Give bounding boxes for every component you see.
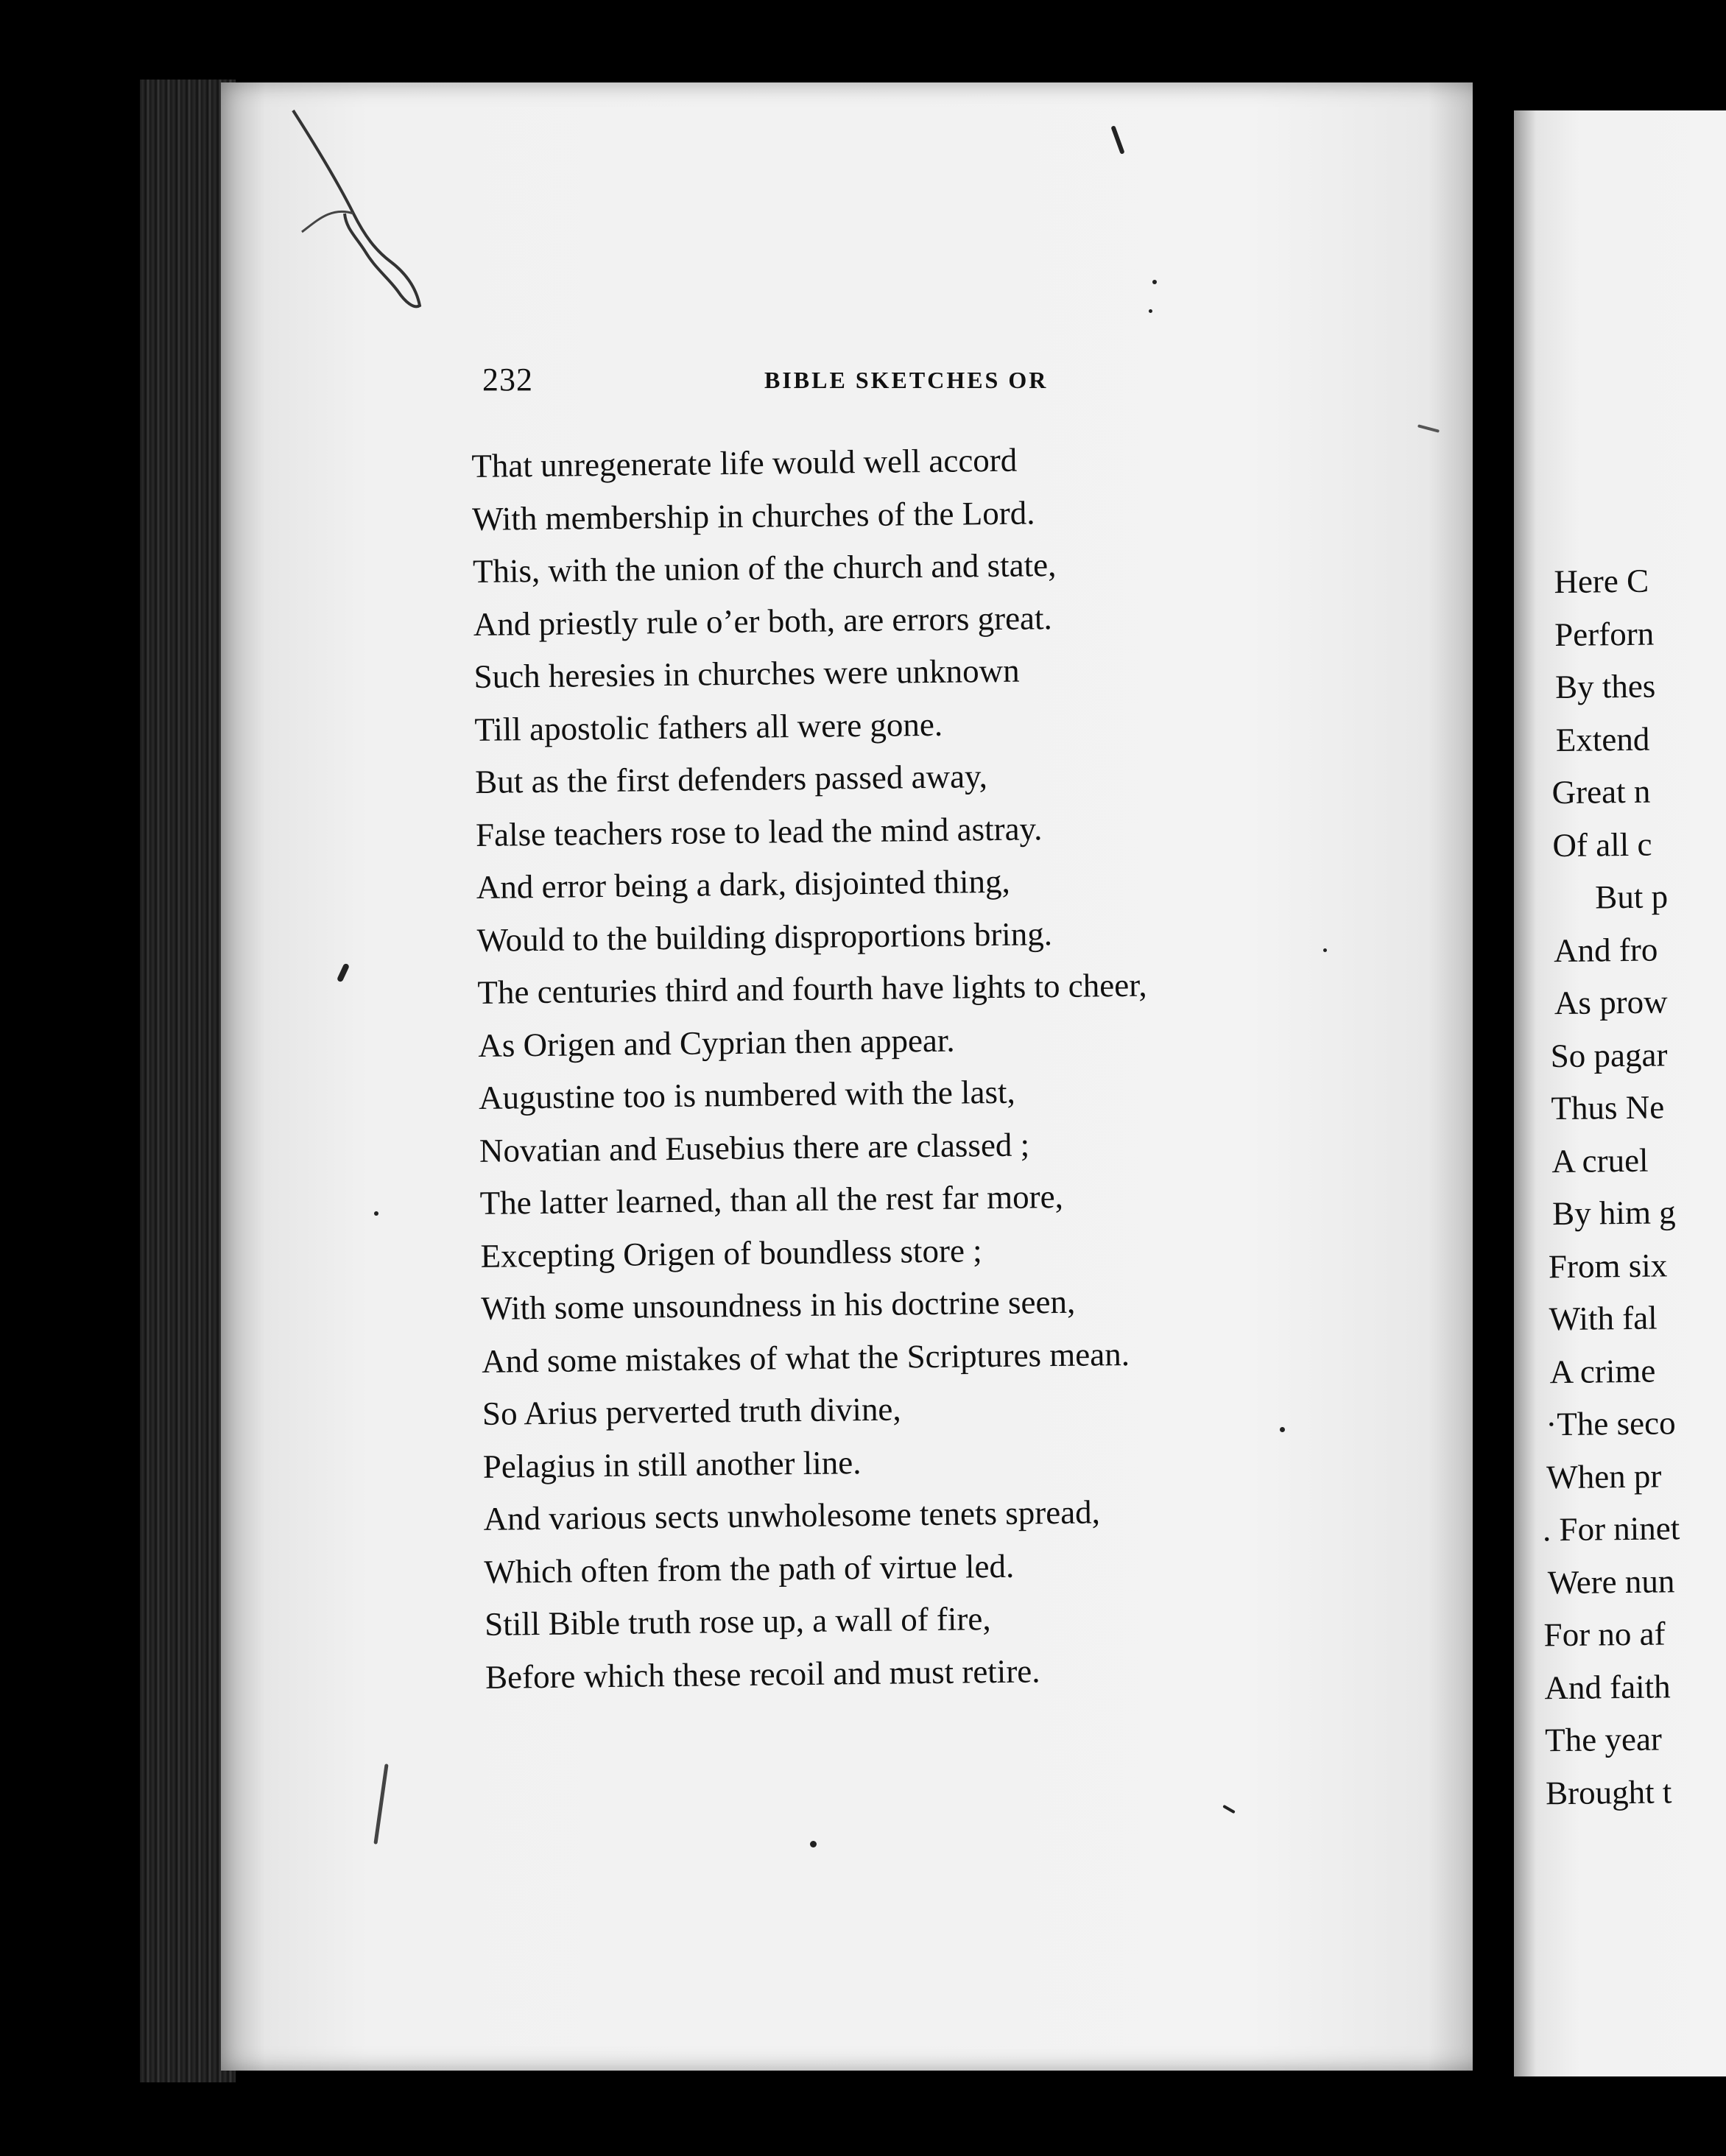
poem-line: With membership in churches of the Lord. bbox=[471, 493, 1035, 538]
right-page-line: Extend bbox=[1555, 720, 1650, 758]
right-page-line: ·The seco bbox=[1546, 1404, 1676, 1443]
poem-line: Till apostolic fathers all were gone. bbox=[474, 705, 943, 748]
right-page-line: From six bbox=[1548, 1246, 1668, 1285]
book-gutter bbox=[1473, 82, 1514, 2085]
poem-line: Which often from the path of virtue led. bbox=[484, 1547, 1015, 1590]
right-page-line: Perforn bbox=[1554, 615, 1655, 653]
right-page-line: When pr bbox=[1546, 1456, 1662, 1496]
right-page-line: As prow bbox=[1554, 983, 1668, 1022]
page-number: 232 bbox=[482, 362, 533, 398]
poem-line: Before which these recoil and must retire. bbox=[485, 1652, 1040, 1696]
poem-line: So Arius perverted truth divine, bbox=[482, 1390, 901, 1432]
poem-line: And some mistakes of what the Scriptures mean. bbox=[481, 1335, 1130, 1380]
scan-speck bbox=[374, 1211, 378, 1216]
poem-line: Pelagius in still another line. bbox=[482, 1443, 862, 1485]
poem-line: But as the first defenders passed away, bbox=[474, 758, 988, 800]
poem-line: As Origen and Cyprian then appear. bbox=[478, 1021, 955, 1064]
running-head bbox=[258, 361, 1230, 405]
right-page-line: A crime bbox=[1549, 1352, 1656, 1390]
right-page-partial bbox=[1514, 110, 1726, 2076]
poem-line: And various sects unwholesome tenets spread, bbox=[483, 1493, 1101, 1537]
poem-line: Augustine too is numbered with the last, bbox=[478, 1073, 1016, 1116]
scan-speck bbox=[1152, 280, 1157, 284]
right-page-line: Great n bbox=[1551, 772, 1651, 811]
right-page-line: A cruel bbox=[1551, 1141, 1649, 1180]
poem-line: And error being a dark, disjointed thing, bbox=[476, 862, 1010, 906]
right-page-line: For no af bbox=[1543, 1615, 1666, 1654]
right-page-text bbox=[1542, 554, 1683, 1819]
right-page-line: Brought t bbox=[1545, 1772, 1672, 1811]
right-page-line: And fro bbox=[1553, 931, 1658, 969]
right-page-line: Were nun bbox=[1547, 1562, 1675, 1601]
right-page-line: With fal bbox=[1549, 1299, 1658, 1338]
scan-speck bbox=[1323, 948, 1327, 952]
poem-line: Would to the building disproportions bring. bbox=[476, 915, 1053, 959]
right-page-line: But p bbox=[1594, 878, 1669, 916]
right-page-line: The year bbox=[1544, 1720, 1663, 1759]
poem-line: Such heresies in churches were unknown bbox=[473, 652, 1020, 695]
right-page-line: And faith bbox=[1544, 1667, 1671, 1706]
right-page-line: So pagar bbox=[1550, 1035, 1668, 1074]
poem-line: The centuries third and fourth have lights to cheer, bbox=[477, 966, 1147, 1011]
right-page-line: By him g bbox=[1551, 1194, 1676, 1233]
poem-line: False teachers rose to lead the mind astray. bbox=[475, 809, 1043, 853]
right-page-line: Thus Ne bbox=[1551, 1088, 1665, 1127]
right-page-line: Of all c bbox=[1552, 825, 1652, 864]
paper-crack-mark bbox=[287, 103, 449, 324]
poem-line: And priestly rule o’er both, are errors great. bbox=[473, 599, 1053, 643]
right-page-line: . For ninet bbox=[1542, 1509, 1680, 1549]
poem-line: Still Bible truth rose up, a wall of fire, bbox=[484, 1600, 991, 1643]
poem-line: This, with the union of the church and state, bbox=[472, 546, 1057, 590]
scan-speck bbox=[810, 1841, 817, 1847]
poem-line: Excepting Origen of boundless store ; bbox=[480, 1231, 982, 1275]
poem-line: That unregenerate life would well accord bbox=[471, 441, 1018, 485]
poem-line: Novatian and Eusebius there are classed ; bbox=[479, 1125, 1030, 1169]
poem-line: The latter learned, than all the rest far more, bbox=[479, 1177, 1064, 1222]
scan-speck bbox=[1149, 309, 1152, 313]
poem-line: With some unsoundness in his doctrine seen, bbox=[481, 1283, 1076, 1327]
right-page-line: Here C bbox=[1554, 562, 1649, 601]
running-title: BIBLE SKETCHES OR bbox=[764, 367, 1049, 393]
right-page-line: By thes bbox=[1554, 667, 1656, 706]
poem-text bbox=[471, 429, 1457, 1704]
scan-speck bbox=[1280, 1427, 1285, 1432]
